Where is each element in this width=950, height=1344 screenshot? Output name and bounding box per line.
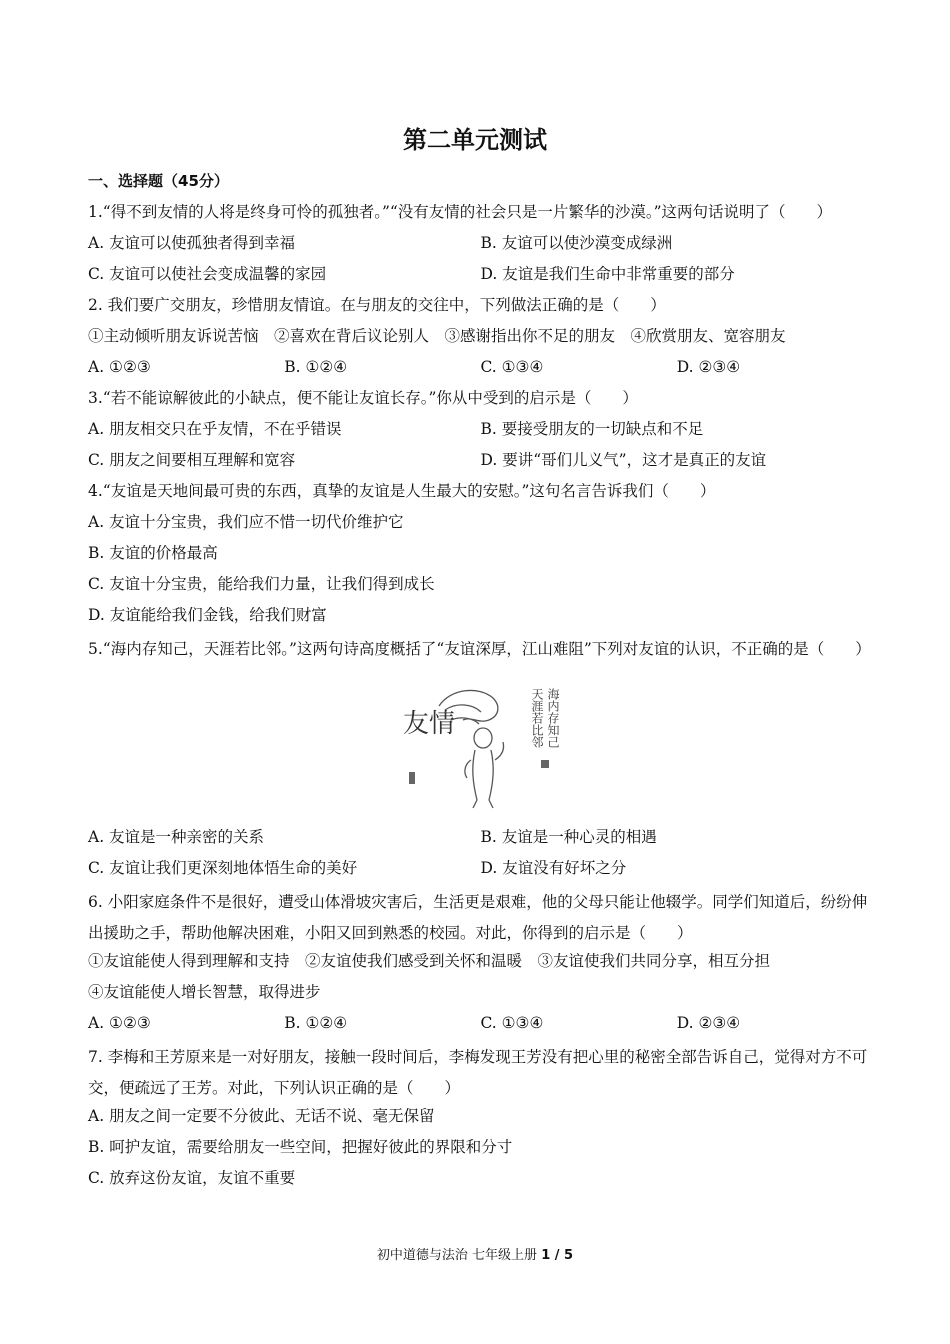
option: C. 友谊可以使社会变成温馨的家园 — [88, 265, 327, 283]
option-row — [88, 856, 873, 887]
figure-left-text-1: 友情 — [402, 709, 455, 739]
option-row — [88, 448, 873, 479]
question-list — [88, 200, 873, 1197]
option: A. ①②③ — [88, 1014, 151, 1032]
option: D. 要讲“哥们儿义气”，这才是真正的友谊 — [480, 451, 767, 469]
option: D. 友谊是我们生命中非常重要的部分 — [480, 265, 735, 283]
option: C. 友谊十分宝贵，能给我们力量，让我们得到成长 — [88, 575, 435, 593]
option: A. 友谊是一种亲密的关系 — [88, 828, 265, 846]
page-title: 第二单元测试 — [403, 126, 547, 154]
question-items: ①友谊能使人得到理解和支持 ②友谊使我们感受到关怀和温暖 ③友谊使我们共同分享，相互分担 — [88, 952, 771, 970]
section-heading: 一、选择题（45分） — [88, 172, 229, 190]
option: A. 朋友相交只在乎友情，不在乎错误 — [88, 420, 342, 438]
question-stem: 2. 我们要广交朋友，珍惜朋友情谊。在与朋友的交往中，下列做法正确的是（ ） — [88, 296, 666, 314]
option: A. 朋友之间一定要不分彼此、无话不说、毫无保留 — [88, 1107, 435, 1125]
option: B. 要接受朋友的一切缺点和不足 — [480, 420, 704, 438]
option-row — [88, 417, 873, 448]
question-stem: 7. 李梅和王芳原来是一对好朋友，接触一段时间后，李梅发现王芳没有把心里的秘密全部告诉自己，觉得对方不可交，便疏远了王芳。对此，下列认识正确的是（ ） — [88, 1048, 868, 1097]
question-items: ①主动倾听朋友诉说苦恼 ②喜欢在背后议论别人 ③感谢指出你不足的朋友 ④欣赏朋友、宽容朋友 — [88, 327, 786, 345]
figure-poem-column-2: 天涯若比邻 — [529, 688, 544, 748]
option: D. ②③④ — [676, 1014, 741, 1032]
question-items: ④友谊能使人增长智慧，取得进步 — [88, 983, 321, 1001]
page-number: 1 / 5 — [541, 1248, 574, 1263]
figure-poem-column-1: 海内存知己 — [545, 688, 560, 748]
option: B. ①②④ — [284, 1014, 348, 1032]
option: B. 友谊是一种心灵的相遇 — [480, 828, 657, 846]
option-row — [88, 825, 873, 856]
question-stem: 1.“得不到友情的人将是终身可怜的孤独者。”“没有友情的社会只是一片繁华的沙漠。”这两句话说明了（ ） — [88, 203, 832, 221]
friendship-illustration — [88, 671, 873, 821]
option: C. ①③④ — [480, 358, 544, 376]
option: B. 友谊的价格最高 — [88, 544, 218, 562]
option: C. ①③④ — [480, 1014, 544, 1032]
seal-stamp — [541, 760, 549, 768]
option-row — [88, 262, 873, 293]
option: D. 友谊没有好坏之分 — [480, 859, 627, 877]
option-row — [88, 231, 873, 262]
handshake-illustration — [381, 676, 581, 816]
footer-text: 初中道德与法治 七年级上册 — [376, 1248, 538, 1263]
question-stem: 4.“友谊是天地间最可贵的东西，真挚的友谊是人生最大的安慰。”这句名言告诉我们（ ） — [88, 482, 716, 500]
option: C. 友谊让我们更深刻地体悟生命的美好 — [88, 859, 358, 877]
option: B. 友谊可以使沙漠变成绿洲 — [480, 234, 673, 252]
option-row — [88, 1011, 873, 1042]
option: D. ②③④ — [676, 358, 741, 376]
option: C. 放弃这份友谊，友谊不重要 — [88, 1169, 296, 1187]
seal-stamp — [409, 772, 415, 784]
option: B. 呵护友谊，需要给朋友一些空间，把握好彼此的界限和分寸 — [88, 1138, 513, 1156]
option: B. ①②④ — [284, 358, 348, 376]
option: A. 友谊十分宝贵，我们应不惜一切代价维护它 — [88, 513, 404, 531]
page-footer — [0, 1244, 950, 1263]
option: D. 友谊能给我们金钱，给我们财富 — [88, 606, 327, 624]
question-stem: 6. 小阳家庭条件不是很好，遭受山体滑坡灾害后，生活更是艰难，他的父母只能让他辍学。同学们知道后，纷纷伸出援助之手，帮助他解决困难，小阳又回到熟悉的校园。对此，你得到的启示是（ ） — [88, 893, 868, 942]
question-stem: 5.“海内存知己，天涯若比邻。”这两句诗高度概括了“友谊深厚，江山难阻”下列对友谊的认识，不正确的是（ ） — [88, 640, 871, 658]
option-row — [88, 355, 873, 386]
question-stem: 3.“若不能谅解彼此的小缺点，便不能让友谊长存。”你从中受到的启示是（ ） — [88, 389, 638, 407]
option: A. 友谊可以使孤独者得到幸福 — [88, 234, 296, 252]
option: A. ①②③ — [88, 358, 151, 376]
option: C. 朋友之间要相互理解和宽容 — [88, 451, 296, 469]
